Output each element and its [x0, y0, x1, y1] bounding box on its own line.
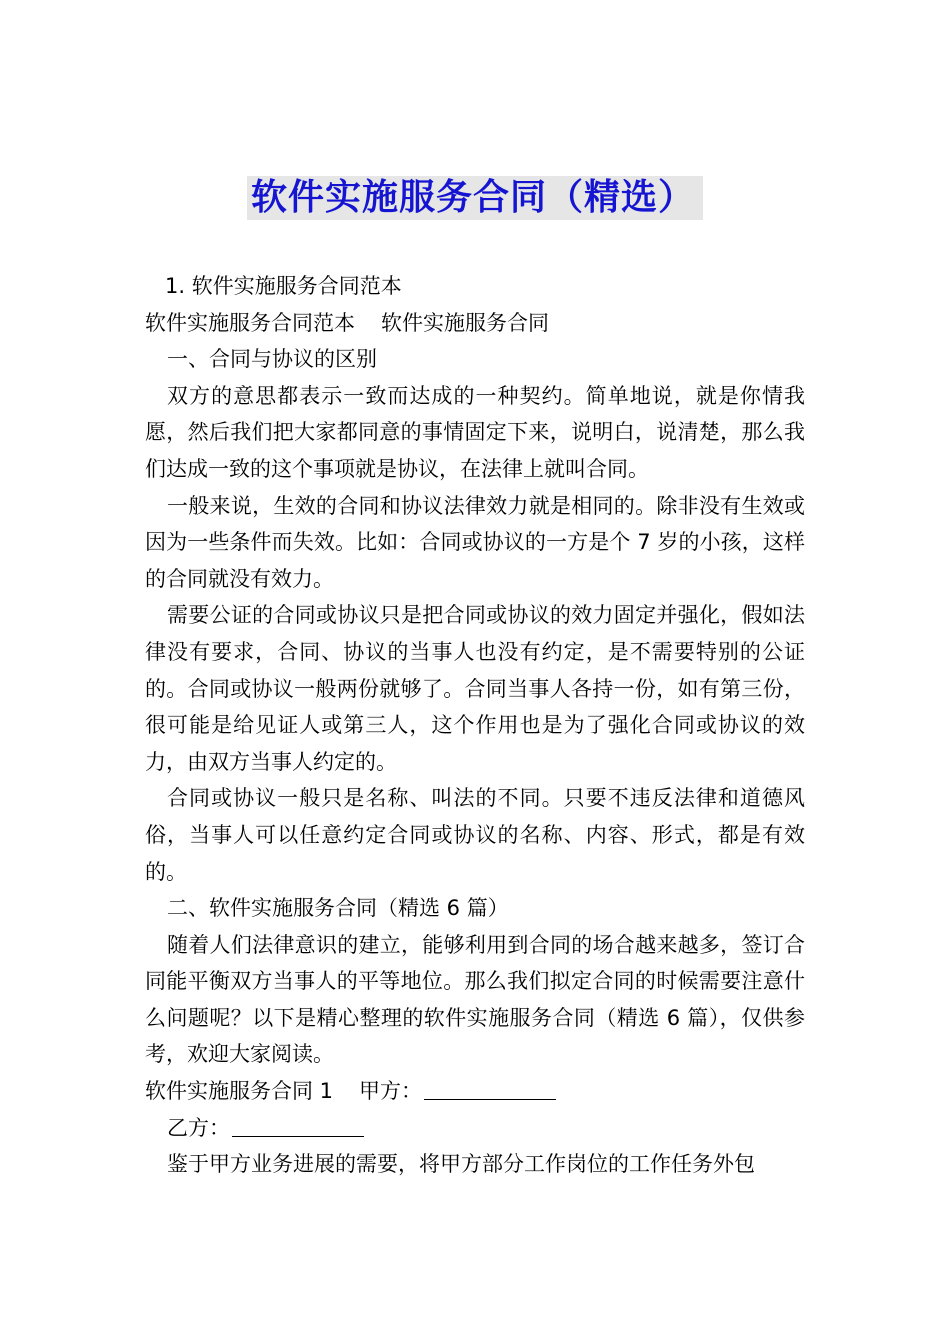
numbered-heading: 1. 软件实施服务合同范本	[165, 274, 402, 298]
party-a-blank	[424, 1079, 556, 1100]
section-heading-2: 二、软件实施服务合同（精选 6 篇）	[167, 896, 509, 921]
subtitle-part-2: 软件实施服务合同	[381, 310, 549, 335]
paragraph-1: 双方的意思都表示一致而达成的一种契约。简单地说，就是你情我愿，然后我们把大家都同意的事情固定下来，说明白，说清楚，那么我们达成一致的这个事项就是协议，在法律上就叫合同。	[145, 383, 805, 481]
party-b-label: 乙方：	[167, 1115, 230, 1140]
party-a-label: 甲方：	[359, 1079, 423, 1104]
contract-1-label: 软件实施服务合同 1	[145, 1079, 334, 1104]
party-b-line	[145, 1110, 805, 1147]
paragraph-5: 随着人们法律意识的建立，能够利用到合同的场合越来越多，签订合同能平衡双方当事人的平等地位。那么我们拟定合同的时候需要注意什么问题呢？以下是精心整理的软件实施服务合同（精选 6 篇），仅供参考，欢迎大家阅读。	[145, 932, 805, 1067]
party-b-blank	[232, 1116, 364, 1137]
document-title: 软件实施服务合同（精选）	[247, 176, 703, 220]
paragraph-4: 合同或协议一般只是名称、叫法的不同。只要不违反法律和道德风俗，当事人可以任意约定合同或协议的名称、内容、形式，都是有效的。	[145, 786, 805, 884]
subtitle-part-1: 软件实施服务合同范本	[145, 310, 355, 335]
contract-1-line	[145, 1073, 805, 1110]
paragraph-3: 需要公证的合同或协议只是把合同或协议的效力固定并强化，假如法律没有要求，合同、协议的当事人也没有约定，是不需要特别的公证的。合同或协议一般两份就够了。合同当事人各持一份，如有第三份，很可能是给见证人或第三人，这个作用也是为了强化合同或协议的效力，由双方当事人约定的。	[145, 603, 805, 774]
title-container	[0, 176, 950, 220]
paragraph-2: 一般来说，生效的合同和协议法律效力就是相同的。除非没有生效或因为一些条件而失效。比如：合同或协议的一方是个 7 岁的小孩，这样的合同就没有效力。	[145, 493, 805, 591]
subtitle-line	[145, 305, 805, 342]
paragraph-6: 鉴于甲方业务进展的需要，将甲方部分工作岗位的工作任务外包	[167, 1152, 755, 1177]
document-body	[145, 268, 805, 1183]
section-heading-1: 一、合同与协议的区别	[167, 347, 377, 372]
